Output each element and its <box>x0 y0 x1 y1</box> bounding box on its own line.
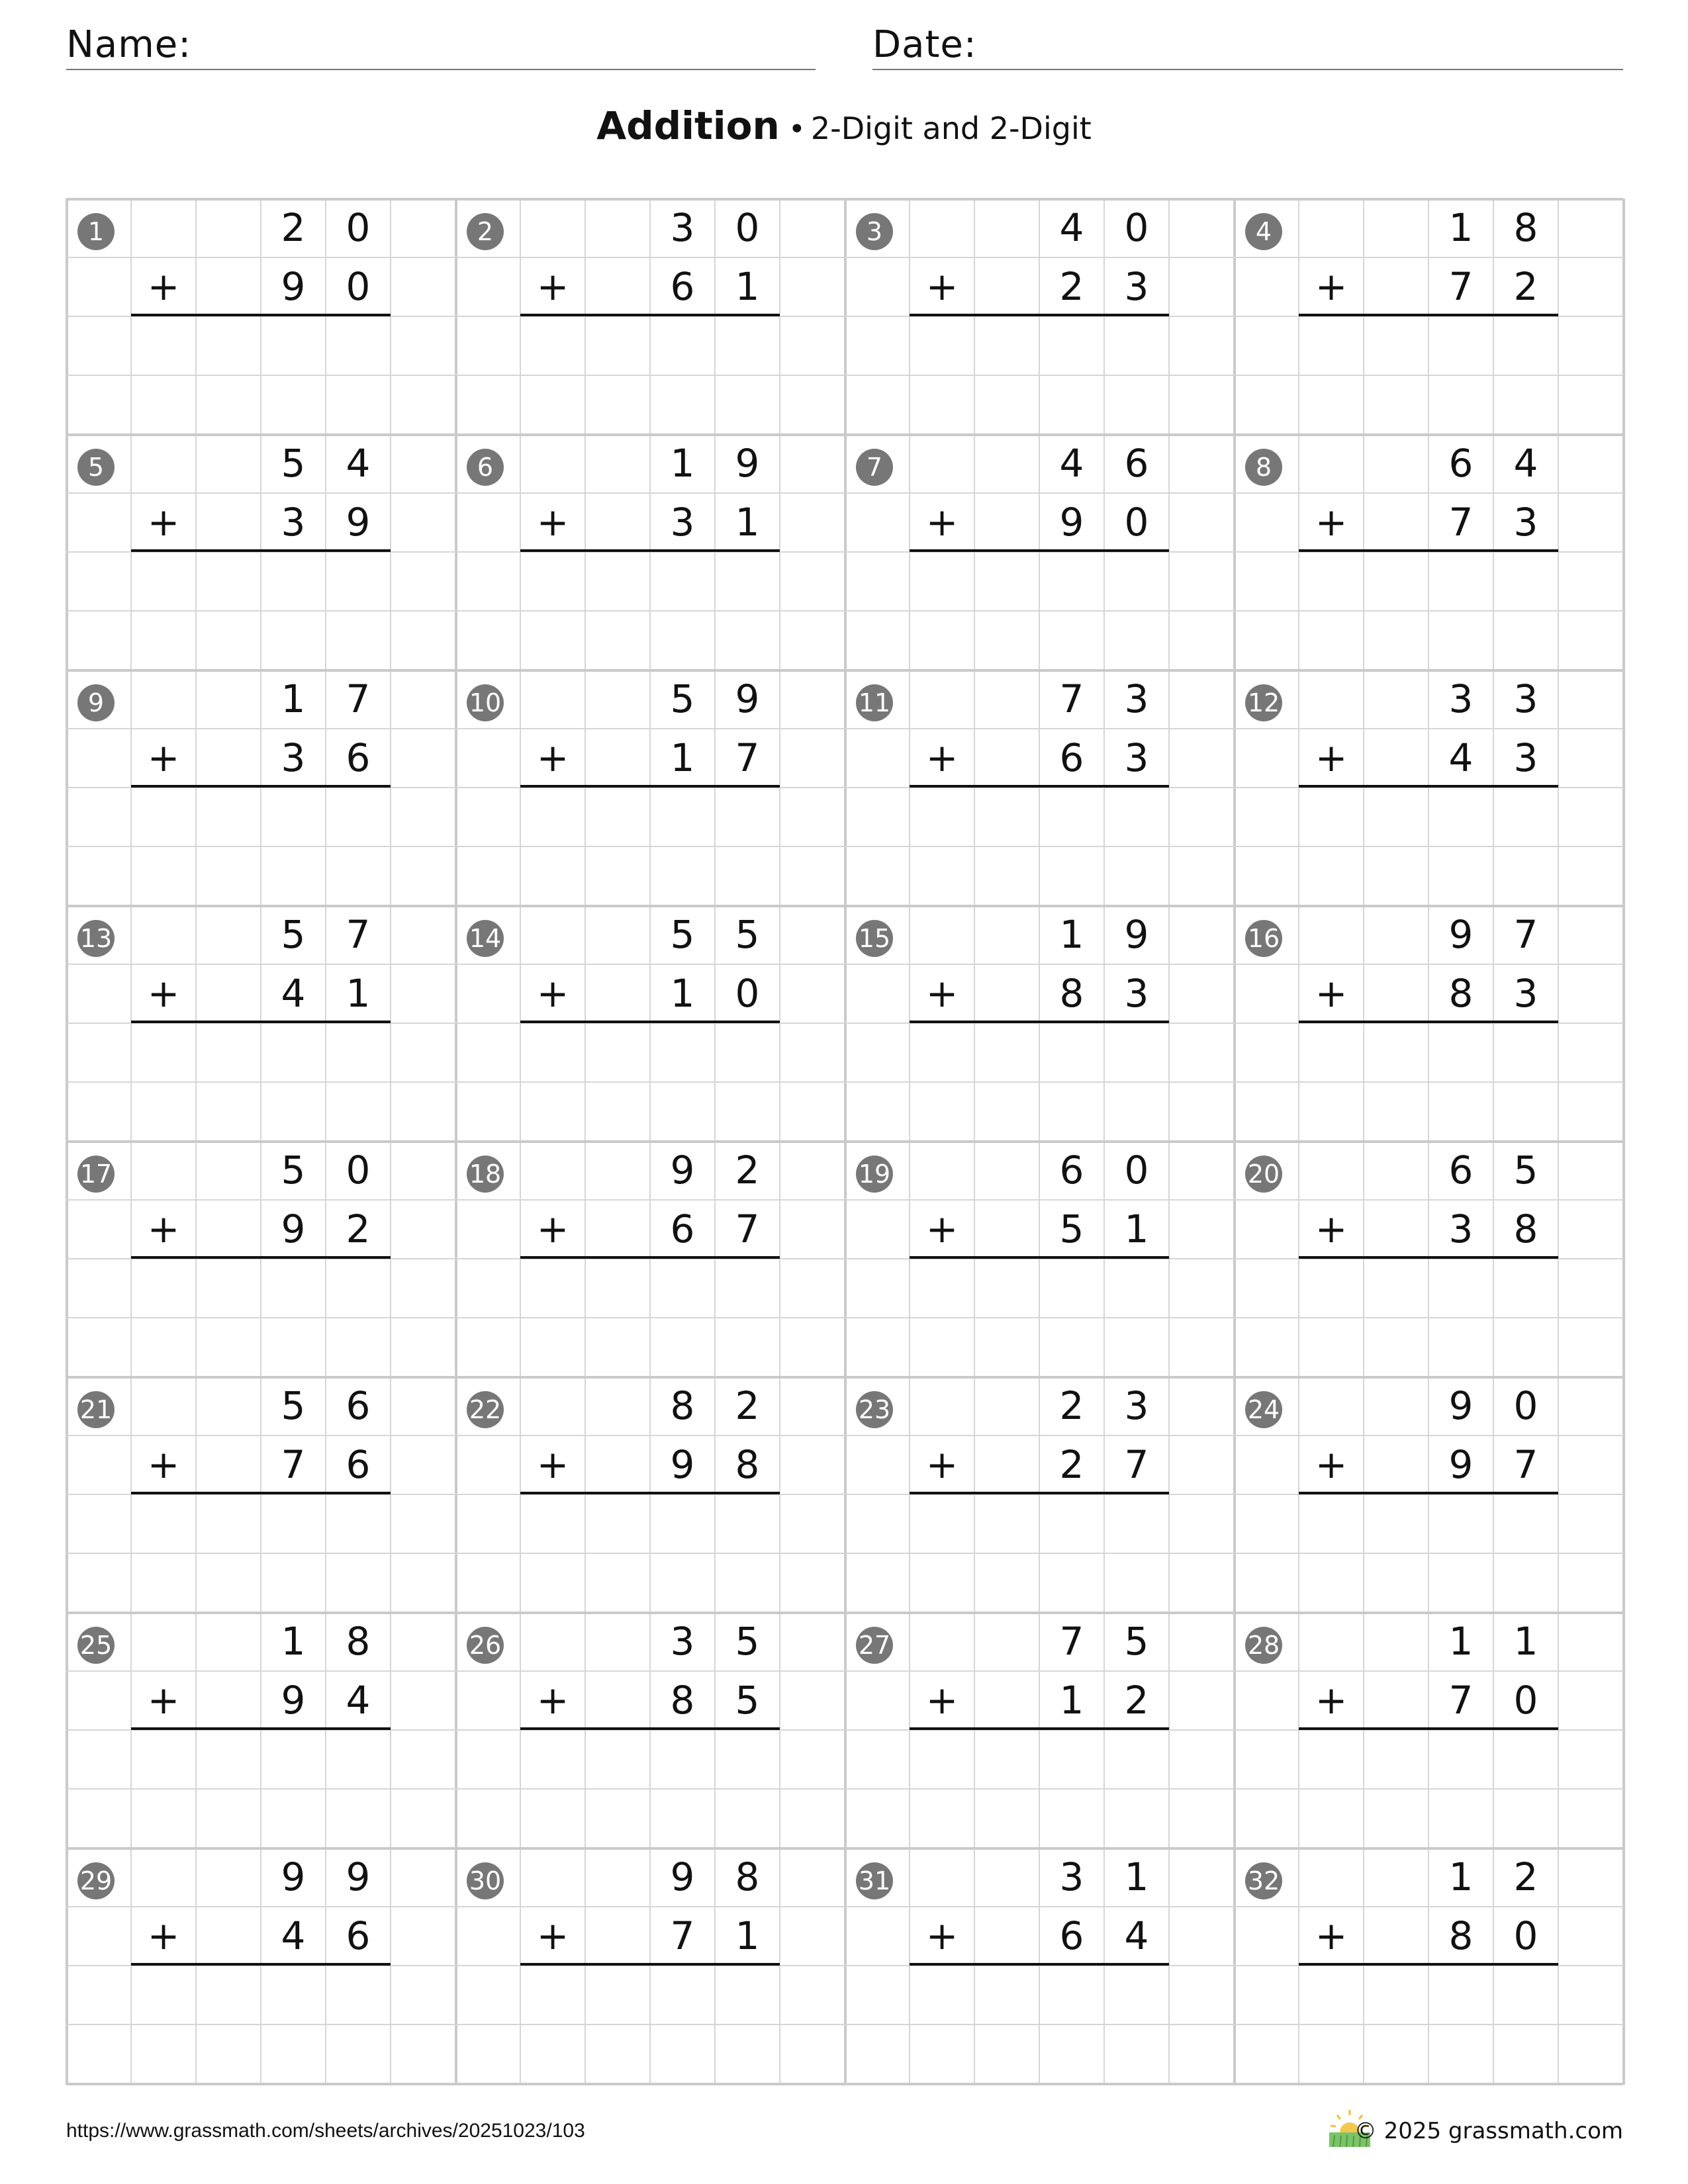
top-tens-digit: 1 <box>281 1619 306 1664</box>
bottom-ones-digit: 2 <box>1124 1678 1149 1723</box>
problem-number-badge: 11 <box>856 684 893 721</box>
bottom-ones-digit: 1 <box>346 971 371 1016</box>
top-tens-digit: 7 <box>1059 676 1084 721</box>
bottom-tens-digit: 6 <box>1059 735 1084 780</box>
top-ones-digit: 2 <box>735 1148 760 1193</box>
bottom-ones-digit: 3 <box>1513 735 1538 780</box>
bottom-tens-digit: 1 <box>670 971 695 1016</box>
problem-32 <box>1234 1848 1623 2083</box>
plus-sign: + <box>925 1678 959 1723</box>
bottom-tens-digit: 3 <box>281 735 306 780</box>
plus-sign: + <box>1315 735 1348 780</box>
sum-line <box>131 314 391 316</box>
problem-number-badge: 28 <box>1245 1627 1282 1664</box>
plus-sign: + <box>925 1913 959 1958</box>
problem-26 <box>455 1612 845 1848</box>
top-tens-digit: 9 <box>1448 912 1474 957</box>
bottom-tens-digit: 4 <box>1448 735 1474 780</box>
top-ones-digit: 1 <box>1124 1854 1149 1899</box>
title-separator: • <box>788 113 806 146</box>
problem-number-badge: 32 <box>1245 1862 1282 1899</box>
top-ones-digit: 2 <box>735 1383 760 1428</box>
sum-line <box>520 1727 780 1730</box>
problem-8 <box>1234 434 1623 670</box>
plus-sign: + <box>1315 1442 1348 1487</box>
problem-19 <box>845 1141 1234 1377</box>
problem-number-badge: 6 <box>467 449 504 486</box>
bottom-ones-digit: 2 <box>346 1206 371 1251</box>
top-ones-digit: 0 <box>346 1148 371 1193</box>
top-ones-digit: 9 <box>346 1854 371 1899</box>
problem-number-badge: 27 <box>856 1627 893 1664</box>
problem-16 <box>1234 905 1623 1141</box>
plus-sign: + <box>147 1678 180 1723</box>
plus-sign: + <box>147 500 180 545</box>
bottom-ones-digit: 8 <box>1513 1206 1538 1251</box>
top-ones-digit: 9 <box>735 676 760 721</box>
footer-copyright: © 2025 grassmath.com <box>1354 2118 1623 2144</box>
problem-11 <box>845 670 1234 905</box>
sum-line <box>520 549 780 552</box>
top-tens-digit: 5 <box>670 912 695 957</box>
problem-number-badge: 12 <box>1245 684 1282 721</box>
top-ones-digit: 5 <box>1513 1148 1538 1193</box>
top-ones-digit: 0 <box>1124 1148 1149 1193</box>
top-tens-digit: 9 <box>1448 1383 1474 1428</box>
problem-31 <box>845 1848 1234 2083</box>
top-ones-digit: 5 <box>735 912 760 957</box>
sum-line <box>910 549 1169 552</box>
problem-number-badge: 10 <box>467 684 504 721</box>
problem-number-badge: 22 <box>467 1391 504 1428</box>
problem-number-badge: 21 <box>77 1391 115 1428</box>
bottom-ones-digit: 6 <box>346 1442 371 1487</box>
problem-27 <box>845 1612 1234 1848</box>
bottom-ones-digit: 0 <box>1513 1913 1538 1958</box>
problem-15 <box>845 905 1234 1141</box>
problem-14 <box>455 905 845 1141</box>
top-tens-digit: 9 <box>670 1148 695 1193</box>
sum-line <box>1299 549 1558 552</box>
bottom-ones-digit: 4 <box>1124 1913 1149 1958</box>
sum-line <box>131 1492 391 1494</box>
bottom-tens-digit: 1 <box>670 735 695 780</box>
problem-29 <box>66 1848 455 2083</box>
bottom-ones-digit: 0 <box>346 264 371 309</box>
top-tens-digit: 3 <box>1059 1854 1084 1899</box>
bottom-ones-digit: 6 <box>346 1913 371 1958</box>
top-ones-digit: 1 <box>1513 1619 1538 1664</box>
bottom-tens-digit: 8 <box>1448 971 1474 1016</box>
top-tens-digit: 3 <box>670 1619 695 1664</box>
problem-number-badge: 4 <box>1245 213 1282 250</box>
problem-number-badge: 20 <box>1245 1156 1282 1193</box>
top-ones-digit: 8 <box>1513 205 1538 250</box>
plus-sign: + <box>536 1678 569 1723</box>
problem-number-badge: 29 <box>77 1862 115 1899</box>
bottom-ones-digit: 3 <box>1124 735 1149 780</box>
problem-number-badge: 18 <box>467 1156 504 1193</box>
problem-9 <box>66 670 455 905</box>
top-ones-digit: 3 <box>1513 676 1538 721</box>
plus-sign: + <box>536 500 569 545</box>
problem-number-badge: 25 <box>77 1627 115 1664</box>
plus-sign: + <box>536 1913 569 1958</box>
plus-sign: + <box>1315 500 1348 545</box>
top-tens-digit: 6 <box>1059 1148 1084 1193</box>
sum-line <box>131 549 391 552</box>
sum-line <box>520 1021 780 1023</box>
top-tens-digit: 9 <box>281 1854 306 1899</box>
bottom-ones-digit: 0 <box>735 971 760 1016</box>
problem-number-badge: 30 <box>467 1862 504 1899</box>
bottom-tens-digit: 3 <box>281 500 306 545</box>
sum-line <box>1299 1963 1558 1966</box>
problem-number-badge: 13 <box>77 920 115 957</box>
problem-number-badge: 1 <box>77 213 115 250</box>
problem-1 <box>66 199 455 434</box>
problem-6 <box>455 434 845 670</box>
bottom-tens-digit: 7 <box>281 1442 306 1487</box>
bottom-ones-digit: 3 <box>1513 500 1538 545</box>
plus-sign: + <box>147 1206 180 1251</box>
top-ones-digit: 6 <box>346 1383 371 1428</box>
bottom-ones-digit: 3 <box>1124 971 1149 1016</box>
top-tens-digit: 8 <box>670 1383 695 1428</box>
problem-30 <box>455 1848 845 2083</box>
top-tens-digit: 3 <box>670 205 695 250</box>
bottom-tens-digit: 9 <box>670 1442 695 1487</box>
top-ones-digit: 7 <box>346 676 371 721</box>
sum-line <box>131 1021 391 1023</box>
problem-12 <box>1234 670 1623 905</box>
plus-sign: + <box>1315 264 1348 309</box>
plus-sign: + <box>925 500 959 545</box>
bottom-tens-digit: 6 <box>670 264 695 309</box>
top-ones-digit: 4 <box>346 441 371 486</box>
plus-sign: + <box>147 1442 180 1487</box>
problem-number-badge: 24 <box>1245 1391 1282 1428</box>
bottom-ones-digit: 7 <box>735 1206 760 1251</box>
bottom-tens-digit: 6 <box>670 1206 695 1251</box>
sum-line <box>520 1256 780 1259</box>
plus-sign: + <box>147 264 180 309</box>
bottom-ones-digit: 8 <box>735 1442 760 1487</box>
top-tens-digit: 1 <box>281 676 306 721</box>
bottom-ones-digit: 1 <box>735 264 760 309</box>
problem-18 <box>455 1141 845 1377</box>
bottom-ones-digit: 5 <box>735 1678 760 1723</box>
top-tens-digit: 5 <box>281 1148 306 1193</box>
top-tens-digit: 5 <box>670 676 695 721</box>
plus-sign: + <box>536 264 569 309</box>
bottom-tens-digit: 3 <box>670 500 695 545</box>
problem-number-badge: 23 <box>856 1391 893 1428</box>
problem-2 <box>455 199 845 434</box>
problem-number-badge: 3 <box>856 213 893 250</box>
bottom-ones-digit: 1 <box>735 1913 760 1958</box>
top-tens-digit: 2 <box>281 205 306 250</box>
problem-10 <box>455 670 845 905</box>
bottom-tens-digit: 7 <box>1448 1678 1474 1723</box>
problem-number-badge: 8 <box>1245 449 1282 486</box>
bottom-ones-digit: 0 <box>1513 1678 1538 1723</box>
top-tens-digit: 2 <box>1059 1383 1084 1428</box>
bottom-tens-digit: 3 <box>1448 1206 1474 1251</box>
problem-number-badge: 31 <box>856 1862 893 1899</box>
top-tens-digit: 4 <box>1059 441 1084 486</box>
problem-25 <box>66 1612 455 1848</box>
date-label: Date: <box>872 23 977 66</box>
top-tens-digit: 1 <box>1059 912 1084 957</box>
sum-line <box>1299 314 1558 316</box>
name-label: Name: <box>66 23 192 66</box>
sum-line <box>520 785 780 788</box>
bottom-tens-digit: 9 <box>281 1206 306 1251</box>
sum-line <box>131 785 391 788</box>
top-ones-digit: 7 <box>346 912 371 957</box>
bottom-tens-digit: 5 <box>1059 1206 1084 1251</box>
bottom-ones-digit: 3 <box>1124 264 1149 309</box>
problem-13 <box>66 905 455 1141</box>
problem-17 <box>66 1141 455 1377</box>
top-tens-digit: 5 <box>281 912 306 957</box>
problem-number-badge: 7 <box>856 449 893 486</box>
bottom-ones-digit: 7 <box>1513 1442 1538 1487</box>
sum-line <box>910 1492 1169 1494</box>
problem-number-badge: 15 <box>856 920 893 957</box>
bottom-tens-digit: 9 <box>281 264 306 309</box>
plus-sign: + <box>1315 971 1348 1016</box>
top-ones-digit: 9 <box>735 441 760 486</box>
plus-sign: + <box>536 735 569 780</box>
top-tens-digit: 1 <box>1448 205 1474 250</box>
sum-line <box>910 1021 1169 1023</box>
problem-3 <box>845 199 1234 434</box>
problem-4 <box>1234 199 1623 434</box>
top-ones-digit: 2 <box>1513 1854 1538 1899</box>
top-ones-digit: 8 <box>735 1854 760 1899</box>
problem-number-badge: 14 <box>467 920 504 957</box>
sum-line <box>131 1963 391 1966</box>
top-ones-digit: 6 <box>1124 441 1149 486</box>
bottom-tens-digit: 7 <box>1448 264 1474 309</box>
sum-line <box>520 1963 780 1966</box>
bottom-ones-digit: 7 <box>1124 1442 1149 1487</box>
bottom-ones-digit: 3 <box>1513 971 1538 1016</box>
problem-number-badge: 2 <box>467 213 504 250</box>
sum-line <box>520 1492 780 1494</box>
plus-sign: + <box>1315 1913 1348 1958</box>
top-tens-digit: 1 <box>1448 1619 1474 1664</box>
title-main: Addition <box>596 103 780 148</box>
top-tens-digit: 7 <box>1059 1619 1084 1664</box>
bottom-ones-digit: 4 <box>346 1678 371 1723</box>
bottom-tens-digit: 1 <box>1059 1678 1084 1723</box>
problem-23 <box>845 1377 1234 1612</box>
top-ones-digit: 0 <box>1513 1383 1538 1428</box>
sum-line <box>131 1256 391 1259</box>
top-tens-digit: 5 <box>281 441 306 486</box>
plus-sign: + <box>536 1206 569 1251</box>
sum-line <box>1299 785 1558 788</box>
sum-line <box>1299 1021 1558 1023</box>
top-ones-digit: 4 <box>1513 441 1538 486</box>
bottom-tens-digit: 6 <box>1059 1913 1084 1958</box>
plus-sign: + <box>925 971 959 1016</box>
top-ones-digit: 0 <box>735 205 760 250</box>
bottom-ones-digit: 9 <box>346 500 371 545</box>
plus-sign: + <box>536 1442 569 1487</box>
top-tens-digit: 4 <box>1059 205 1084 250</box>
plus-sign: + <box>1315 1206 1348 1251</box>
top-tens-digit: 9 <box>670 1854 695 1899</box>
sum-line <box>1299 1727 1558 1730</box>
bottom-tens-digit: 4 <box>281 1913 306 1958</box>
bottom-ones-digit: 2 <box>1513 264 1538 309</box>
bottom-tens-digit: 7 <box>670 1913 695 1958</box>
footer-url: https://www.grassmath.com/sheets/archives/20251023/103 <box>66 2120 585 2142</box>
problem-number-badge: 16 <box>1245 920 1282 957</box>
sum-line <box>910 1727 1169 1730</box>
top-tens-digit: 3 <box>1448 676 1474 721</box>
bottom-ones-digit: 0 <box>1124 500 1149 545</box>
bottom-tens-digit: 9 <box>1448 1442 1474 1487</box>
bottom-ones-digit: 1 <box>1124 1206 1149 1251</box>
plus-sign: + <box>925 264 959 309</box>
top-ones-digit: 0 <box>346 205 371 250</box>
problem-number-badge: 9 <box>77 684 115 721</box>
sum-line <box>910 785 1169 788</box>
bottom-tens-digit: 9 <box>1059 500 1084 545</box>
problem-number-badge: 5 <box>77 449 115 486</box>
sum-line <box>131 1727 391 1730</box>
top-tens-digit: 5 <box>281 1383 306 1428</box>
plus-sign: + <box>147 971 180 1016</box>
title-subtitle: 2-Digit and 2-Digit <box>810 111 1092 146</box>
top-ones-digit: 7 <box>1513 912 1538 957</box>
problem-number-badge: 19 <box>856 1156 893 1193</box>
top-tens-digit: 6 <box>1448 1148 1474 1193</box>
plus-sign: + <box>925 1206 959 1251</box>
bottom-ones-digit: 6 <box>346 735 371 780</box>
plus-sign: + <box>147 735 180 780</box>
problem-21 <box>66 1377 455 1612</box>
problem-24 <box>1234 1377 1623 1612</box>
bottom-tens-digit: 8 <box>670 1678 695 1723</box>
top-tens-digit: 1 <box>1448 1854 1474 1899</box>
bottom-ones-digit: 1 <box>735 500 760 545</box>
top-ones-digit: 9 <box>1124 912 1149 957</box>
problem-5 <box>66 434 455 670</box>
plus-sign: + <box>536 971 569 1016</box>
top-ones-digit: 3 <box>1124 1383 1149 1428</box>
plus-sign: + <box>147 1913 180 1958</box>
sum-line <box>910 314 1169 316</box>
sum-line <box>910 1963 1169 1966</box>
sum-line <box>910 1256 1169 1259</box>
sum-line <box>1299 1492 1558 1494</box>
bottom-tens-digit: 8 <box>1059 971 1084 1016</box>
problem-7 <box>845 434 1234 670</box>
problem-number-badge: 26 <box>467 1627 504 1664</box>
sum-line <box>1299 1256 1558 1259</box>
bottom-tens-digit: 2 <box>1059 264 1084 309</box>
bottom-ones-digit: 7 <box>735 735 760 780</box>
bottom-tens-digit: 2 <box>1059 1442 1084 1487</box>
top-ones-digit: 5 <box>1124 1619 1149 1664</box>
top-tens-digit: 1 <box>670 441 695 486</box>
top-tens-digit: 6 <box>1448 441 1474 486</box>
top-ones-digit: 3 <box>1124 676 1149 721</box>
plus-sign: + <box>1315 1678 1348 1723</box>
bottom-tens-digit: 9 <box>281 1678 306 1723</box>
top-ones-digit: 5 <box>735 1619 760 1664</box>
bottom-tens-digit: 8 <box>1448 1913 1474 1958</box>
bottom-tens-digit: 7 <box>1448 500 1474 545</box>
problem-28 <box>1234 1612 1623 1848</box>
sum-line <box>520 314 780 316</box>
top-ones-digit: 8 <box>346 1619 371 1664</box>
plus-sign: + <box>925 1442 959 1487</box>
problem-number-badge: 17 <box>77 1156 115 1193</box>
top-ones-digit: 0 <box>1124 205 1149 250</box>
problem-22 <box>455 1377 845 1612</box>
plus-sign: + <box>925 735 959 780</box>
bottom-tens-digit: 4 <box>281 971 306 1016</box>
problem-20 <box>1234 1141 1623 1377</box>
